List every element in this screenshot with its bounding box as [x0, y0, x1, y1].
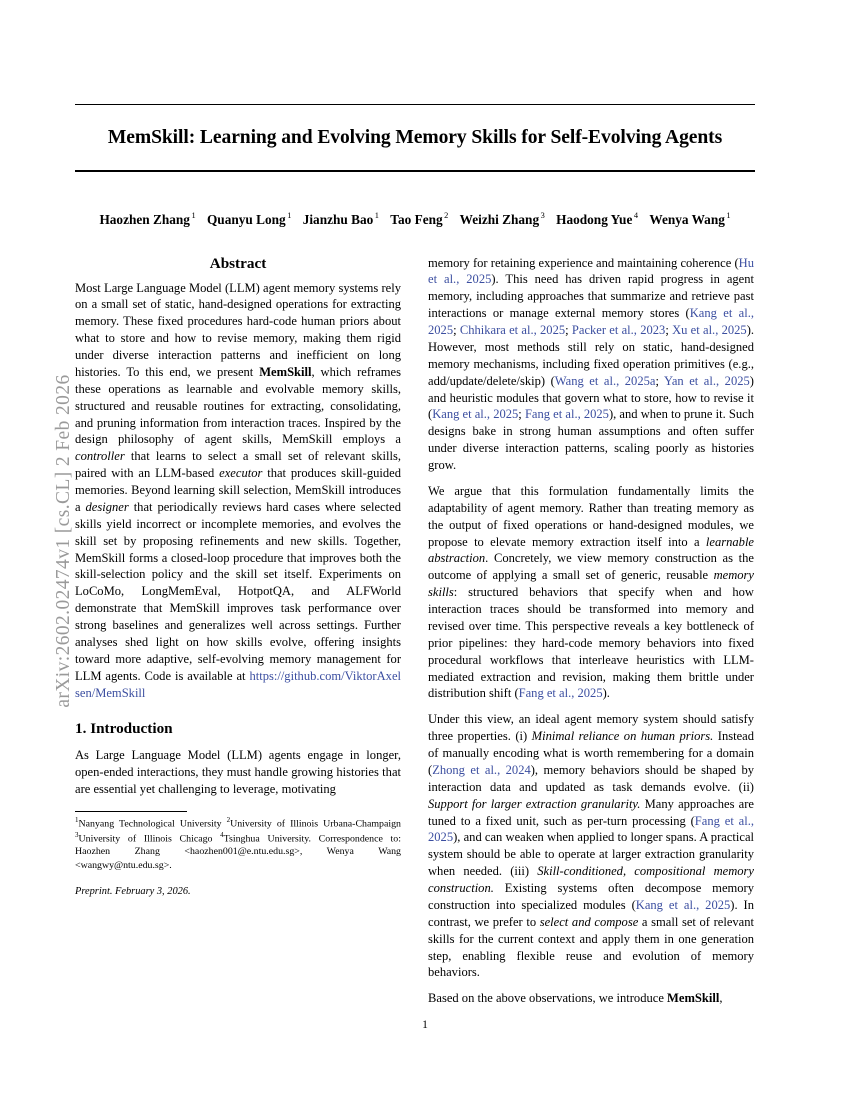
affiliation-marker: 1 [75, 816, 79, 825]
abstract-text: Most Large Language Model (LLM) agent memory systems rely on a small set of static, hand-designed operations for extracting memory. These fixed procedures hard-code human priors about what to store and how to revise memory, making them rigid under diverse interaction patterns and inefficient on long histories. To this end, we present [75, 280, 401, 379]
introduction-paragraph: As Large Language Model (LLM) agents engage in longer, open-ended interactions, they must handle growing histories that are essential yet challenging to leverage, motivating [75, 748, 401, 797]
author-entry [390, 212, 448, 227]
citation-link[interactable]: Xu et al., 2025 [672, 323, 747, 338]
method-name-bold: MemSkill [259, 364, 312, 379]
property-one-title: Minimal reliance on human priors. [531, 729, 714, 744]
body-text: Based on the above observations, we introduce [428, 991, 668, 1006]
author-list [75, 210, 755, 229]
title-rule-bottom [75, 170, 755, 172]
body-text: ; [655, 373, 665, 388]
affiliation-text: University of Illinois Chicago [78, 832, 221, 844]
body-text: Many approaches are tuned to a fixed unit, such as per-turn processing ( [428, 796, 754, 828]
author-entry [556, 212, 638, 227]
arxiv-identifier-stamp: arXiv:2602.02474v1 [cs.CL] 2 Feb 2026 [53, 374, 74, 708]
body-text: , [719, 991, 723, 1006]
left-column [75, 255, 401, 1017]
body-text: . Concretely, we view memory construction as the outcome of applying a small set of generic, reusable [428, 551, 754, 583]
citation-link[interactable]: Packer et al., 2023 [571, 323, 666, 338]
author-name: Quanyu Long [206, 211, 286, 227]
body-text: Existing systems often decompose memory construction into specialized modules ( [428, 881, 754, 912]
affiliation-footnote [75, 816, 401, 872]
abstract-text: , which reframes these operations as learnable and evolvable memory skills, structured and reusable routines for extracting, consolidating, and pruning information from interaction traces. Inspired by the design philosophy of agent skills, MemSkill employs a [75, 364, 401, 447]
body-text: ; [665, 323, 673, 338]
two-column-body [75, 255, 755, 1017]
affiliation-text: Nanyang Technological University [78, 818, 227, 830]
author-entry [99, 212, 195, 227]
emphasis-select-and-compose: select and compose [539, 914, 639, 929]
section-heading-introduction: 1. Introduction [75, 720, 173, 738]
author-name: Weizhi Zhang [459, 211, 540, 227]
author-affiliation-marker: 1 [287, 211, 292, 221]
citation-link[interactable]: Zhong et al., 2024 [432, 762, 531, 777]
footnote-block [75, 811, 401, 897]
abstract-text: that periodically reviews hard cases where selected skills yield incorrect or incomplete memories, and evolves the skill set by proposing refinements and new skills. Together, MemSkill forms a closed-loop procedure that improves both the skill-selection policy and the skill set itself. Experiments on LoCoMo, LongMemEval, HotpotQA, and ALFWorld demonstrate that MemSkill improves task performance over strong baselines and generalizes well across settings. Further analyses shed light on how skills evolve, offering insights toward more adaptive, self-evolving memory management for LLM agents. Code is available at [75, 499, 401, 683]
emphasis-executor: executor [219, 466, 263, 481]
author-name: Tao Feng [390, 211, 443, 227]
body-text: ), memory behaviors should be shaped by interaction data and updated as task demands evolve. (ii) [428, 762, 754, 794]
citation-link[interactable]: Chhikara et al., 2025 [459, 323, 566, 338]
body-text: Instead of manually encoding what is worth remembering for a domain ( [428, 729, 754, 777]
affiliation-marker: 4 [220, 830, 224, 839]
body-text: ). [602, 686, 610, 701]
citation-link[interactable]: Kang et al., 2025 [428, 306, 755, 338]
method-name-bold: MemSkill [667, 991, 720, 1006]
citation-link[interactable]: Wang et al., 2025a [554, 373, 656, 388]
body-text: ; [453, 323, 460, 338]
abstract-heading: Abstract [209, 254, 267, 272]
conclusion-lead-paragraph [428, 990, 754, 1007]
affiliation-marker: 3 [75, 830, 79, 839]
emphasis-designer: designer [85, 499, 129, 514]
argument-paragraph [428, 483, 754, 702]
body-text: ). However, most methods still rely on static, hand-designed memory mechanisms, including fixed operation primitives (e.g., add/update/delete/skip) ( [428, 323, 755, 388]
author-affiliation-marker: 1 [374, 211, 379, 221]
body-text: We argue that this formulation fundamentally limits the adaptability of agent memory. Rather than treating memory as the output of fixed operations or hand-designed modules, we propose to elevate memory extraction itself into a [428, 483, 754, 549]
body-text: a small set of relevant skills for the current context and apply them in one generation step, enabling flexible reuse and evolution of memory behaviors. [428, 914, 755, 980]
author-entry [207, 212, 291, 227]
author-affiliation-marker: 4 [633, 211, 639, 221]
page-number: 1 [422, 1018, 428, 1031]
body-text: ) and heuristic modules that govern what to store, how to revise it ( [428, 373, 754, 422]
author-affiliation-marker: 3 [540, 211, 545, 221]
affiliation-marker: 2 [226, 816, 231, 825]
author-name: Jianzhu Bao [302, 211, 374, 227]
author-name: Haodong Yue [556, 211, 633, 227]
abstract-text: that produces skill-guided memories. Beyond learning skill selection, MemSkill introduces a [75, 466, 401, 514]
author-name: Wenya Wang [649, 211, 725, 227]
body-text: ; [518, 407, 525, 422]
paper-content [75, 0, 755, 1100]
body-text: ). This need has driven rapid progress in agent memory, including approaches that summarize and retrieve past interactions or manage external memory stores ( [428, 272, 754, 321]
body-text: ; [565, 323, 572, 338]
affiliation-text: Tsinghua University. Correspondence to: Haozhen Zhang <haozhen001@e.ntu.edu.sg>, Wenya Wang <wangwy@ntu.edu.sg>. [75, 832, 401, 871]
emphasis-learnable-abstraction: learnable abstraction [428, 534, 754, 566]
body-text: ), and can weaken when applied to longer spans. A practical system should be able to operate at larger extraction granularity when needed. (iii) [428, 830, 754, 879]
author-affiliation-marker: 2 [444, 211, 449, 221]
author-entry [649, 212, 730, 227]
citation-link[interactable]: Fang et al., 2025 [518, 686, 603, 701]
author-entry [303, 212, 379, 227]
body-text: ), and when to prune it. Such designs bake in strong human assumptions and often suffer under diverse interaction patterns, scaling poorly as histories grow. [428, 407, 754, 473]
citation-link[interactable]: Kang et al., 2025 [635, 897, 731, 912]
emphasis-controller: controller [75, 449, 125, 464]
property-two-title: Support for larger extraction granularity. [428, 796, 641, 811]
intro-paragraph-continued [428, 255, 754, 474]
author-affiliation-marker: 1 [191, 211, 196, 221]
right-column [428, 255, 754, 1017]
abstract-paragraph [75, 280, 401, 702]
citation-link[interactable]: Hu et al., 2025 [428, 255, 754, 287]
body-text: Under this view, an ideal agent memory system should satisfy three properties. (i) [428, 712, 754, 744]
author-name: Haozhen Zhang [99, 211, 190, 227]
emphasis-memory-skills: memory skills [428, 568, 754, 600]
page-title: MemSkill: Learning and Evolving Memory Skills for Self-Evolving Agents [107, 127, 723, 148]
citation-link[interactable]: Yan et al., 2025 [664, 373, 750, 388]
citation-link[interactable]: Kang et al., 2025 [432, 407, 519, 422]
citation-link[interactable]: Fang et al., 2025 [428, 813, 754, 845]
body-text: memory for retaining experience and maintaining coherence ( [428, 255, 739, 270]
properties-paragraph [428, 711, 754, 981]
author-entry [460, 212, 545, 227]
author-affiliation-marker: 1 [726, 211, 731, 221]
body-text: ). In contrast, we prefer to [428, 897, 754, 929]
body-text: : structured behaviors that specify when and how interaction traces should be transformed into memory and revised over time. This perspective reveals a key bottleneck of prior pipelines: they hard-code memory behaviors into fixed procedural workflows that interleave heuristics with LLM-mediated extraction and revision, making them brittle under distribution shift ( [428, 585, 754, 701]
property-three-title: Skill-conditioned, compositional memory construction. [428, 864, 754, 896]
footnote-separator-rule [75, 811, 187, 812]
code-repository-link[interactable]: https://github.com/ViktorAxelsen/MemSkill [75, 668, 401, 700]
citation-link[interactable]: Fang et al., 2025 [524, 407, 609, 422]
preprint-notice: Preprint. February 3, 2026. [75, 885, 191, 897]
abstract-text: that learns to select a small set of relevant skills, paired with an LLM-based [75, 449, 401, 481]
affiliation-text: University of Illinois Urbana-Champaign [230, 818, 401, 830]
